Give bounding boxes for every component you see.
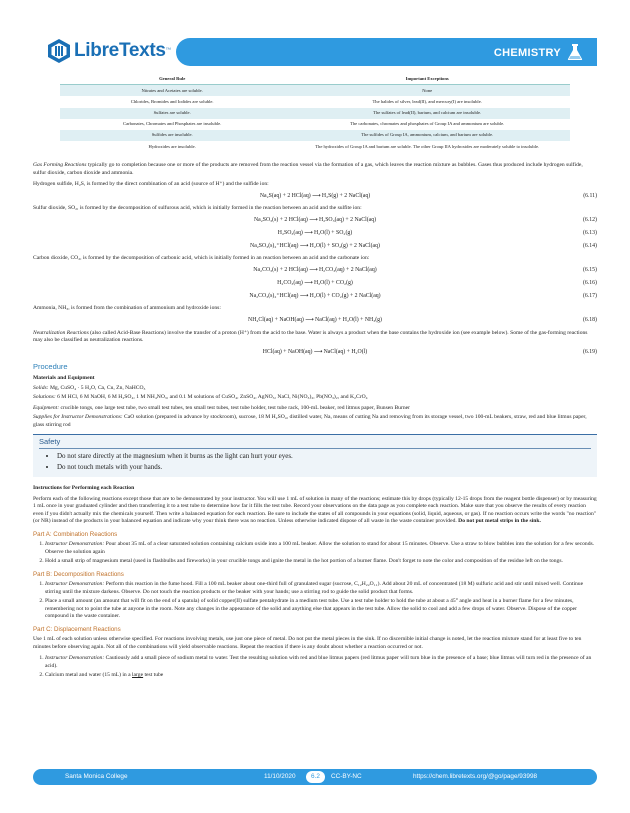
list-item: • Do not stare directly at the magnesium when it burns as the light can hurt your eyes.: [57, 452, 591, 461]
table-row: [60, 108, 570, 119]
table-row: [60, 130, 570, 141]
table-row: [60, 96, 570, 107]
libretexts-logo[interactable]: [46, 38, 171, 64]
carbon-dioxide-text: Carbon dioxide, CO₂, is formed by the decomposition of carbonic acid, which is initially formed in an reaction between an acid and the carbonate ion:: [33, 255, 370, 262]
equation-number: (6.14): [582, 242, 597, 249]
logo-text: LibreTexts: [74, 40, 166, 62]
exception-cell: The carbonates, chromates and phosphates of Group IA and ammonium are soluble.: [350, 121, 505, 127]
rule-cell: Hydroxides are insoluble.: [148, 143, 196, 149]
equipment-line: Equipment: crucible tongs, one large test tube, two small test tubes, ten small test tubes, test tube holder, test tube rack, 100-mL beaker, red litmus paper, Bunsen Burner: [33, 405, 410, 412]
part-c-paragraph: Use 1 mL of each solution unless otherwise specified. For reactions involving metals, use just one piece of metal. Do not put the metal pieces in the sink. If no discernible initial change is noted, let the reaction mixture stand for at least five to ten minutes before observing again. Not all of the combinations will yield observable reactions. Repeat the reaction if there is any doubt about whether a reaction occurred or not.: [33, 636, 582, 650]
exception-cell: None: [284, 85, 570, 97]
equation-6-14: Na₂SO₃(s)₂⁺HCl(aq) ⟶ H₂O(l) + SO₂(g) + 2 NaCl(aq) (6.14): [250, 242, 597, 249]
list-item: 2. Place a small amount (an amount that will fit on the end of a spatula) of solid copper(II) sulfate pentahydrate in a medium test tube. Use a test tube holder to hold the tube at about a 45° angle and heat in a burner flame for a few minutes, remembering not to point the tube at anyone in the room. Note any changes in the appearance of the solid and anything else that appears in the test tube. Allow the solid to cool and add a few drops of water. Observe. Dispose of the copper compound in the waste container.: [45, 598, 597, 621]
equation-number: (6.16): [582, 279, 597, 286]
list-item: 1. Instructor Demonstration: Pour about 35 mL of a clear saturated solution containing calcium oxide into a 100 mL beaker. Allow the solution to stand for about 15 minutes. Observe. Use a straw to blow bubbles into the solution for a few seconds. Observe the solution again: [45, 541, 597, 556]
column-header-general-rule: General Rule: [60, 74, 284, 85]
column-header-exceptions: Important Exceptions: [284, 74, 570, 85]
safety-box: [33, 434, 597, 477]
equation-6-11: Na₂S(aq) + 2 HCl(aq) ⟶ H₂S(g) + 2 NaCl(aq) (6.11): [259, 192, 597, 199]
subject-label[interactable]: CHEMISTRY: [493, 47, 561, 59]
table-row: [60, 141, 570, 152]
sulfur-dioxide-text: Sulfur dioxide, SO₂, is formed by the decomposition of sulfurous acid, which is initially formed in the reaction between an acid and the sulfite ion:: [33, 205, 362, 212]
solutions-line: Solutions: 6 M HCl, 6 M NaOH, 6 M H₂SO₄, 1 M NH₄NO₃, and 0.1 M solutions of CuSO₄, ZnSO₄, AgNO₃, NaCl, Ni(NO₃)₂, Pb(NO₃)₂, and K₂CrO₄: [33, 393, 368, 400]
rule-cell: Sulfides are insoluble.: [60, 130, 284, 141]
ammonia-text: Ammonia, NH₃, is formed from the combination of ammonium and hydroxide ions:: [33, 305, 221, 312]
equation-number: (6.18): [582, 316, 597, 323]
exception-cell: The sulfides of Group IA, ammonium, calcium, and barium are soluble.: [284, 130, 570, 141]
part-a-steps: [41, 541, 597, 566]
safety-list: [57, 452, 591, 472]
logo-trademark: ™: [165, 47, 171, 53]
materials-title: Materials and Equipment: [33, 374, 95, 381]
instructions-paragraph: Perform each of the following reactions except those that are to be demonstrated by your instructor. You will use 1 mL of solution in many of the reactions; estimate this by drops (typically 12-15 drops from the reagent bottle dispenser) or by measuring 1 mL once in your graduated cylinder and then transferring it to a test tube to determine how far it fills the test tube. Record your observations on the data page as you complete each reaction. Make sure that you observe the results of every reaction even if you didn't actually mix the chemicals yourself. Then write a balanced equation for each reaction. Be sure to include the states of all compounds in your equations (solid, liquid, aqueous, or gas). If no reaction occurs write the words "no reaction" (or NR) instead of the products in your balanced equation and indicate why your think there was no reaction. Unless otherwise indicated dispose of all waste in the waste container provided. Do not put metal strips in the sink.: [33, 495, 597, 525]
instructions-title: Instructions for Performing each Reaction: [33, 485, 135, 492]
equation-number: (6.13): [582, 229, 597, 236]
equation-number: (6.12): [582, 217, 597, 223]
neutralization-paragraph: Neutralization Reactions (also called Acid-Base Reactions) involve the transfer of a proton (H⁺) from the acid to the base. Water is always a product when the base contains the hydroxide ion (see example below). Some of the gas-forming reactions may also be classified as neutralization reactions.: [33, 329, 588, 344]
solubility-rules-table: [60, 74, 570, 152]
equation-6-18: NH₄Cl(aq) + NaOH(aq) ⟶ NaCl(aq) + H₂O(l) + NH₃(g) (6.18): [248, 316, 597, 323]
equation-number: (6.17): [582, 292, 597, 299]
exception-cell: The hydroxides of Group IA and barium are soluble. The other Group IIA hydroxides are moderately soluble to insoluble.: [315, 143, 540, 149]
footer-url[interactable]: https://chem.libretexts.org/@go/page/93998: [413, 773, 538, 780]
equation-number: (6.19): [582, 348, 597, 355]
equation-6-12: Na₂SO₃(s) + 2 HCl(aq) ⟶ H₂SO₃(aq) + 2 NaCl(aq) (6.12): [253, 217, 597, 223]
part-a-heading: Part A: Combination Reactions: [33, 530, 118, 538]
flask-icon: [567, 43, 583, 61]
equation-number: (6.11): [583, 192, 597, 199]
footer-institution: Santa Monica College: [65, 773, 128, 780]
rule-cell: Nitrates and Acetates are soluble.: [60, 85, 284, 97]
table-row: [60, 85, 570, 97]
page-footer: [33, 769, 597, 785]
libretexts-hexagon-icon: [46, 38, 72, 64]
rule-cell: Chlorides, Bromides and Iodides are soluble.: [130, 98, 214, 104]
equation-6-16: H₂CO₃(aq) ⟶ H₂O(l) + CO₂(g) (6.16): [277, 279, 597, 286]
footer-license[interactable]: CC-BY-NC: [331, 773, 362, 780]
hydrogen-sulfide-text: Hydrogen sulfide, H₂S, is formed by the direct combination of an acid (source of H⁺) and the sulfide ion:: [33, 181, 269, 188]
part-b-heading: Part B: Decomposition Reactions: [33, 570, 124, 578]
list-item: 2. Calcium metal and water (15 mL) in a large test tube: [45, 672, 597, 680]
equation-6-13: H₂SO₃(aq) ⟶ H₂O(l) + SO₂(g) (6.13): [277, 229, 597, 236]
exception-cell: The halides of silver, lead(II), and mercury(I) are insoluble.: [372, 98, 482, 104]
table-row: [60, 119, 570, 130]
part-c-heading: Part C: Displacement Reactions: [33, 625, 121, 633]
supplies-line: Supplies for Instructor Demonstrations: CaO solution (prepared in advance by stockroom), sucrose, 18 M H₂SO₄, distilled water, Na, means of cutting Na and removing from its storage vessel, two 100-mL beakers, straw, red and blue litmus paper, glass stirring rod: [33, 414, 587, 428]
subject-banner: [176, 38, 597, 66]
list-item: 2. Hold a small strip of magnesium metal (used in flashbulbs and fireworks) in your crucible tongs and ignite the metal in the hot portion of a burner flame. Don't forget to note the color and composition of the residue left on the tongs.: [45, 558, 597, 566]
rule-cell: Carbonates, Chromates and Phosphates are insoluble.: [123, 121, 222, 127]
equation-6-15: Na₂CO₃(s) + 2 HCl(aq) ⟶ H₂CO₃(aq) + 2 NaCl(aq) (6.15): [253, 266, 597, 273]
table-header-row: [60, 74, 570, 85]
page-header: [0, 0, 630, 66]
list-item: 1. Instructor Demonstration: Cautiously add a small piece of sodium metal to water. Test the resulting solution with red and blue litmus papers (red litmus paper will turn blue in the presence of a base; blue litmus will turn red in the presence of an acid).: [45, 655, 597, 670]
part-c-steps: [41, 655, 597, 680]
safety-title: Safety: [39, 437, 591, 449]
part-b-steps: [41, 581, 597, 621]
page-number-badge: 6.2: [306, 771, 325, 783]
main-content: [33, 162, 597, 682]
procedure-heading: Procedure: [33, 361, 68, 371]
exception-cell: The sulfates of lead(II), barium, and calcium are insoluble.: [284, 108, 570, 119]
equation-6-19: HCl(aq) + NaOH(aq) ⟶ NaCl(aq) + H₂O(l) (6.19): [262, 348, 597, 355]
equation-number: (6.15): [582, 266, 597, 273]
equation-6-17: Na₂CO₃(s)₂⁺HCl(aq) ⟶ H₂O(l) + CO₂(g) + 2 NaCl(aq) (6.17): [249, 292, 597, 299]
list-item: 1. Instructor Demonstration: Perform this reaction in the fume hood. Fill a 100 mL beaker about one-third full of granulated sugar (sucrose, C₁₂H₂₂O₁₁). Add about 20 mL of concentrated (18 M) sulfuric acid and stir until mixed well. Continue stirring until the mixture darkens. Observe. Do not touch the reaction products or the beaker with your hands; use a stirring rod to guide the solid product that forms.: [45, 581, 597, 596]
list-item: • Do not touch metals with your hands.: [57, 463, 591, 472]
gas-forming-paragraph: Gas Forming Reactions typically go to completion because one or more of the products are removed from the reaction vessel via the formation of a gas, which leaves the reaction mixture as bubbles. Gases thus produced include hydrogen sulfide, sulfur dioxide, carbon dioxide and ammonia.: [33, 162, 583, 176]
rule-cell: Sulfates are soluble.: [60, 108, 284, 119]
footer-date: 11/10/2020: [264, 773, 296, 780]
solids-line: Solids: Mg, CuSO₄ · 5 H₂O, Ca, Cu, Zn, NaHCO₃: [33, 385, 146, 392]
